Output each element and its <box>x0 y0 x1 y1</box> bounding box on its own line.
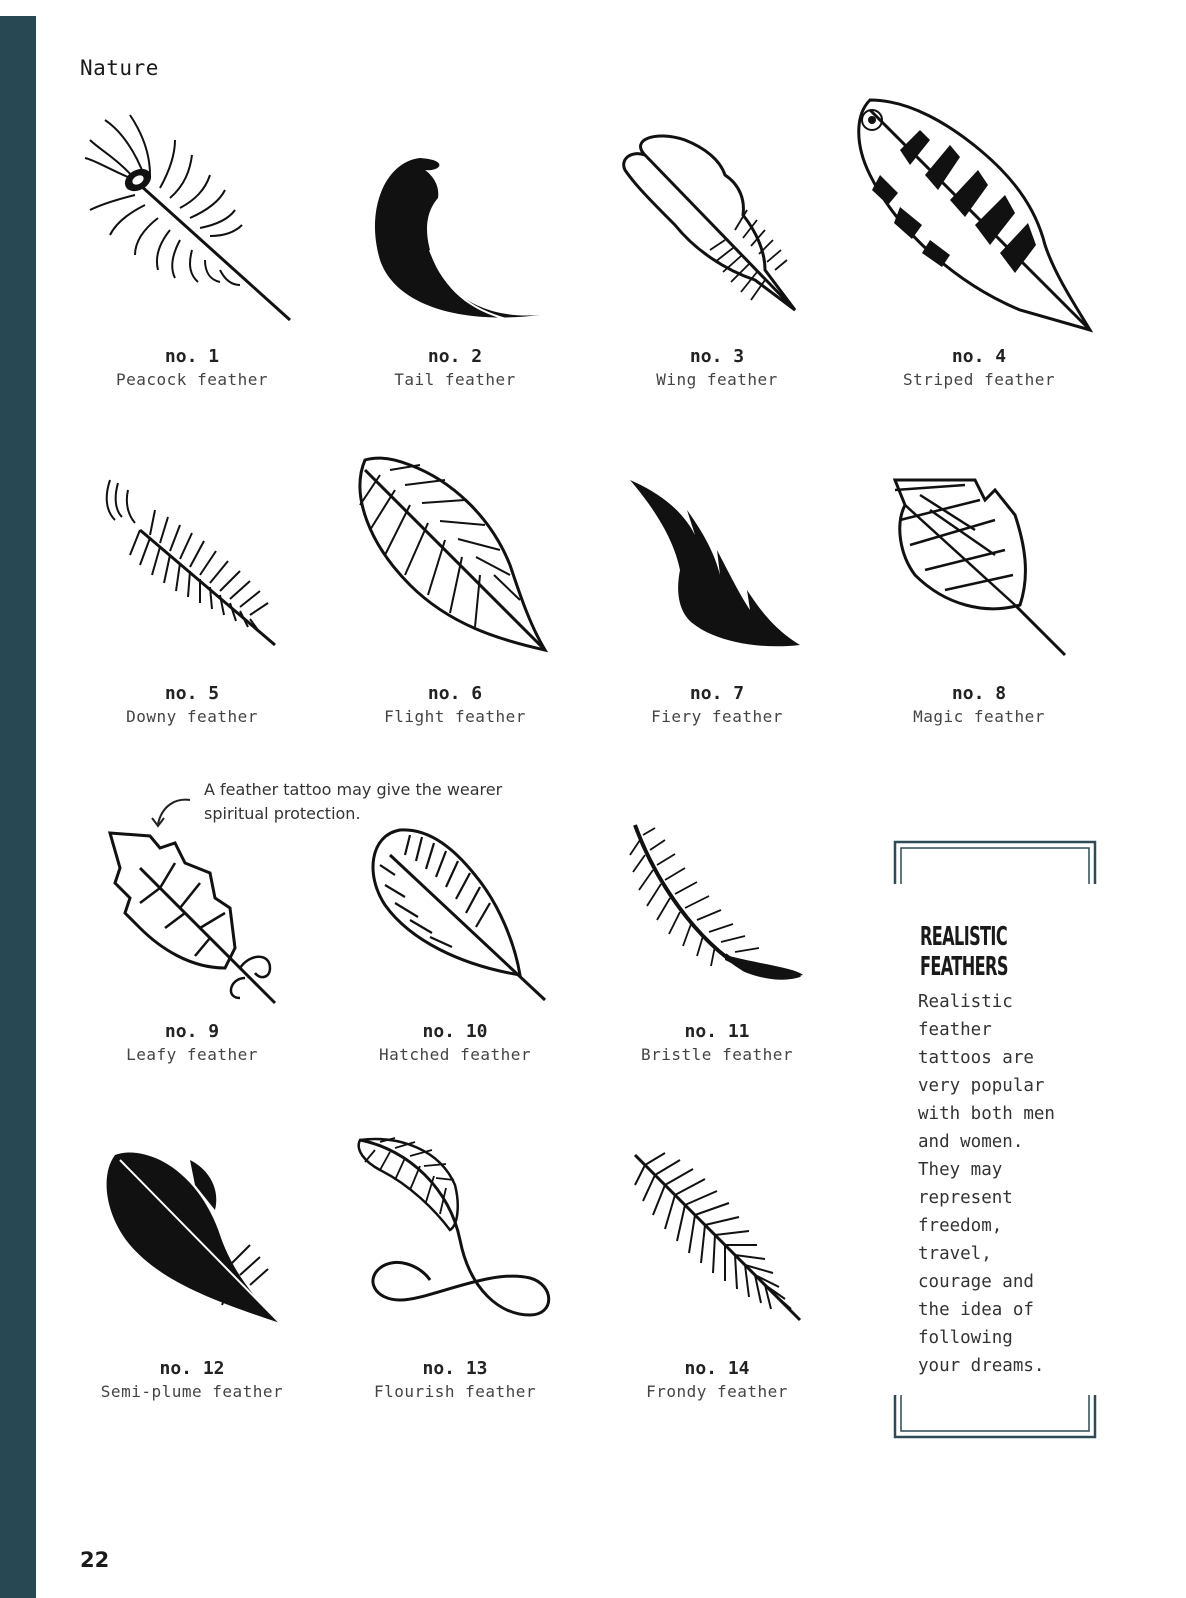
feather-caption-13 <box>335 1357 575 1403</box>
feather-caption-14 <box>597 1357 837 1403</box>
page-number: 22 <box>80 1548 110 1572</box>
flourish-feather-illustration <box>350 1130 560 1330</box>
feather-number: no. 1 <box>164 346 220 367</box>
feather-number: no. 12 <box>159 1358 225 1379</box>
sidebar-heading: REALISTIC FEATHERS <box>920 922 1008 982</box>
feather-number: no. 3 <box>689 346 745 367</box>
feather-number: no. 14 <box>684 1358 750 1379</box>
feather-caption-1 <box>72 345 312 391</box>
feather-name: Flight feather <box>384 707 526 726</box>
feather-caption-12 <box>72 1357 312 1403</box>
tail-feather-illustration <box>360 150 550 330</box>
feather-name: Downy feather <box>126 707 258 726</box>
bottom-bracket <box>893 1395 1097 1439</box>
feather-caption-2 <box>335 345 575 391</box>
side-color-bar <box>0 16 36 1598</box>
feather-number: no. 7 <box>689 683 745 704</box>
feather-caption-10 <box>335 1020 575 1066</box>
feather-caption-7 <box>597 682 837 728</box>
feather-name: Striped feather <box>903 370 1055 389</box>
feather-name: Bristle feather <box>641 1045 793 1064</box>
feather-caption-5 <box>72 682 312 728</box>
fiery-feather-illustration <box>625 475 805 655</box>
frondy-feather-illustration <box>625 1145 810 1325</box>
curved-arrow-icon <box>150 796 194 830</box>
feather-name: Hatched feather <box>379 1045 531 1064</box>
peacock-feather-illustration <box>80 110 300 330</box>
feather-name: Leafy feather <box>126 1045 258 1064</box>
feather-caption-9 <box>72 1020 312 1066</box>
feather-number: no. 13 <box>422 1358 488 1379</box>
feather-number: no. 5 <box>164 683 220 704</box>
bristle-feather-illustration <box>625 820 810 990</box>
feather-note: A feather tattoo may give the wearer spiritual protection. <box>204 780 503 823</box>
feather-caption-6 <box>335 682 575 728</box>
feather-name: Tail feather <box>394 370 516 389</box>
feather-number: no. 2 <box>427 346 483 367</box>
feather-number: no. 10 <box>422 1021 488 1042</box>
feather-name: Frondy feather <box>646 1382 788 1401</box>
feather-caption-4 <box>859 345 1099 391</box>
flight-feather-illustration <box>350 455 555 655</box>
feather-number: no. 11 <box>684 1021 750 1042</box>
feather-number: no. 6 <box>427 683 483 704</box>
semi-plume-feather-illustration <box>100 1145 285 1330</box>
feather-caption-11 <box>597 1020 837 1066</box>
feather-number: no. 4 <box>951 346 1007 367</box>
wing-feather-illustration <box>615 130 805 320</box>
feather-name: Flourish feather <box>373 1382 537 1401</box>
top-bracket <box>893 840 1097 884</box>
magic-feather-illustration <box>885 475 1070 660</box>
realistic-feathers-sidebar <box>893 840 1097 1460</box>
striped-feather-illustration <box>850 95 1100 340</box>
feather-name: Fiery feather <box>651 707 783 726</box>
sidebar-body: Realistic feather tattoos are very popular with both men and women. They may represent freedom, travel, courage and the idea of following your dreams. <box>918 992 1055 1376</box>
feather-number: no. 8 <box>951 683 1007 704</box>
feather-name: Magic feather <box>913 707 1045 726</box>
feather-caption-3 <box>597 345 837 391</box>
feather-caption-8 <box>859 682 1099 728</box>
hatched-feather-illustration <box>360 825 550 1005</box>
leafy-feather-illustration <box>100 828 285 1013</box>
feather-name: Wing feather <box>656 370 778 389</box>
feather-name: Semi-plume feather <box>100 1382 284 1401</box>
feather-number: no. 9 <box>164 1021 220 1042</box>
feather-name: Peacock feather <box>116 370 268 389</box>
section-title: Nature <box>80 56 159 80</box>
downy-feather-illustration <box>100 475 285 660</box>
